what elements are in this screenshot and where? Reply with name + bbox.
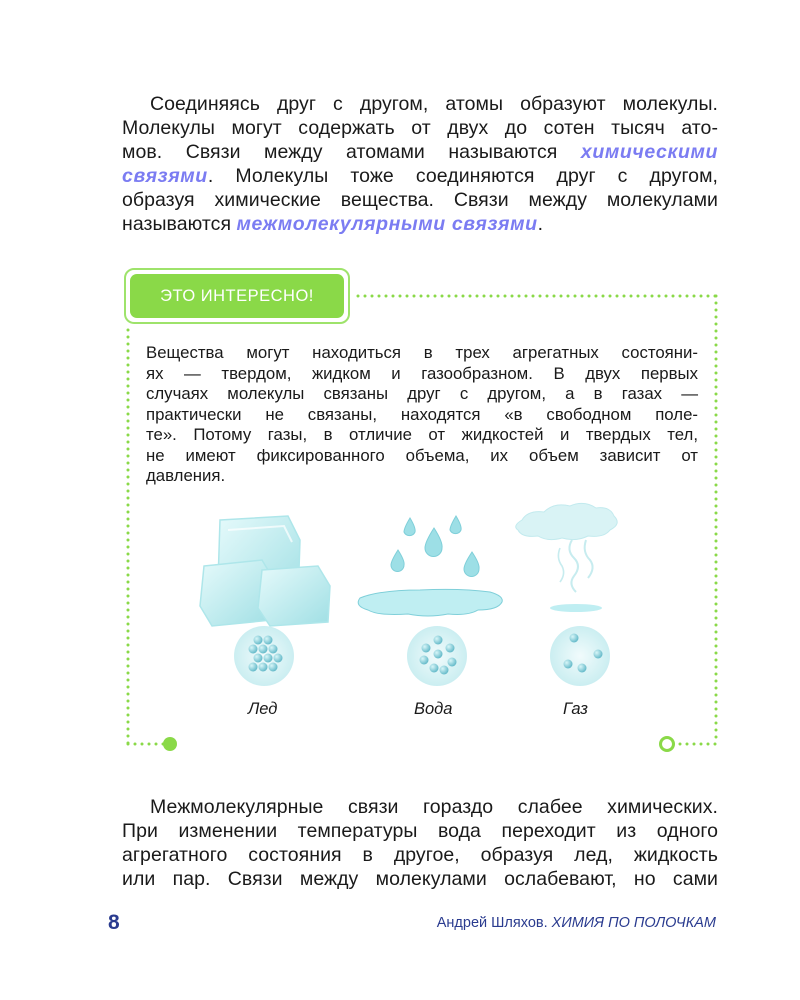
intro-line: Молекулы могут содержать от двух до сотен тысяч ато- [122,117,718,139]
badge-label: ЭТО ИНТЕРЕСНО! [130,274,344,318]
gas-cloud-icon [516,503,617,612]
closing-line: Межмолекулярные связи гораздо слабее химических. [150,796,718,818]
closing-line: или пар. Связи между молекулами ослабевают, но сами [122,868,718,890]
footer-book-title: ХИМИЯ ПО ПОЛОЧКАМ [551,915,716,931]
closing-paragraph [122,795,718,891]
info-line: ях — твердом, жидком и газообразном. В двух первых [146,363,698,383]
running-footer [437,915,716,931]
intro-line: образуя химические вещества. Связи между молекулами [122,189,718,211]
closing-line: При изменении температуры вода переходит из одного [122,820,718,842]
caption-gas: Газ [563,700,588,718]
info-line: те». Потому газы, в отличие от жидкостей и твердых тел, [146,425,698,444]
intro-line: мов. Связи между атомами называются химическими [122,141,718,163]
intro-line: называются межмолекулярными связями. [122,213,544,235]
intro-line: связями. Молекулы тоже соединяются друг с другом, [122,165,718,187]
term-chemical-bonds-2: связями [122,165,208,187]
ice-cubes-icon [200,516,330,626]
info-line: давления. [146,466,226,485]
water-molecules-icon [407,626,467,686]
info-line: Вещества могут находиться в трех агрегатных состояни- [146,343,698,362]
term-chemical-bonds: химическими [580,141,718,163]
closing-line: агрегатного состояния в другое, образуя лед, жидкость [122,844,718,866]
footer-author: Андрей Шляхов. [436,915,548,931]
caption-ice: Лед [248,700,278,718]
gas-molecules-icon [550,626,610,686]
term-intermolecular-bonds: межмолекулярными связями [236,213,538,235]
caption-water: Вода [414,700,453,718]
info-line: практически не связаны, находятся «в свободном поле- [146,404,698,424]
info-line: не имеют фиксированного объема, их объем зависит от [146,445,698,465]
intro-line: Соединяясь друг с другом, атомы образуют молекулы. [150,93,718,115]
page-number: 8 [108,911,120,934]
ice-molecules-icon [234,626,294,686]
info-line: случаях молекулы связаны друг с другом, а в газах — [146,384,698,403]
water-drops-icon [358,516,502,616]
